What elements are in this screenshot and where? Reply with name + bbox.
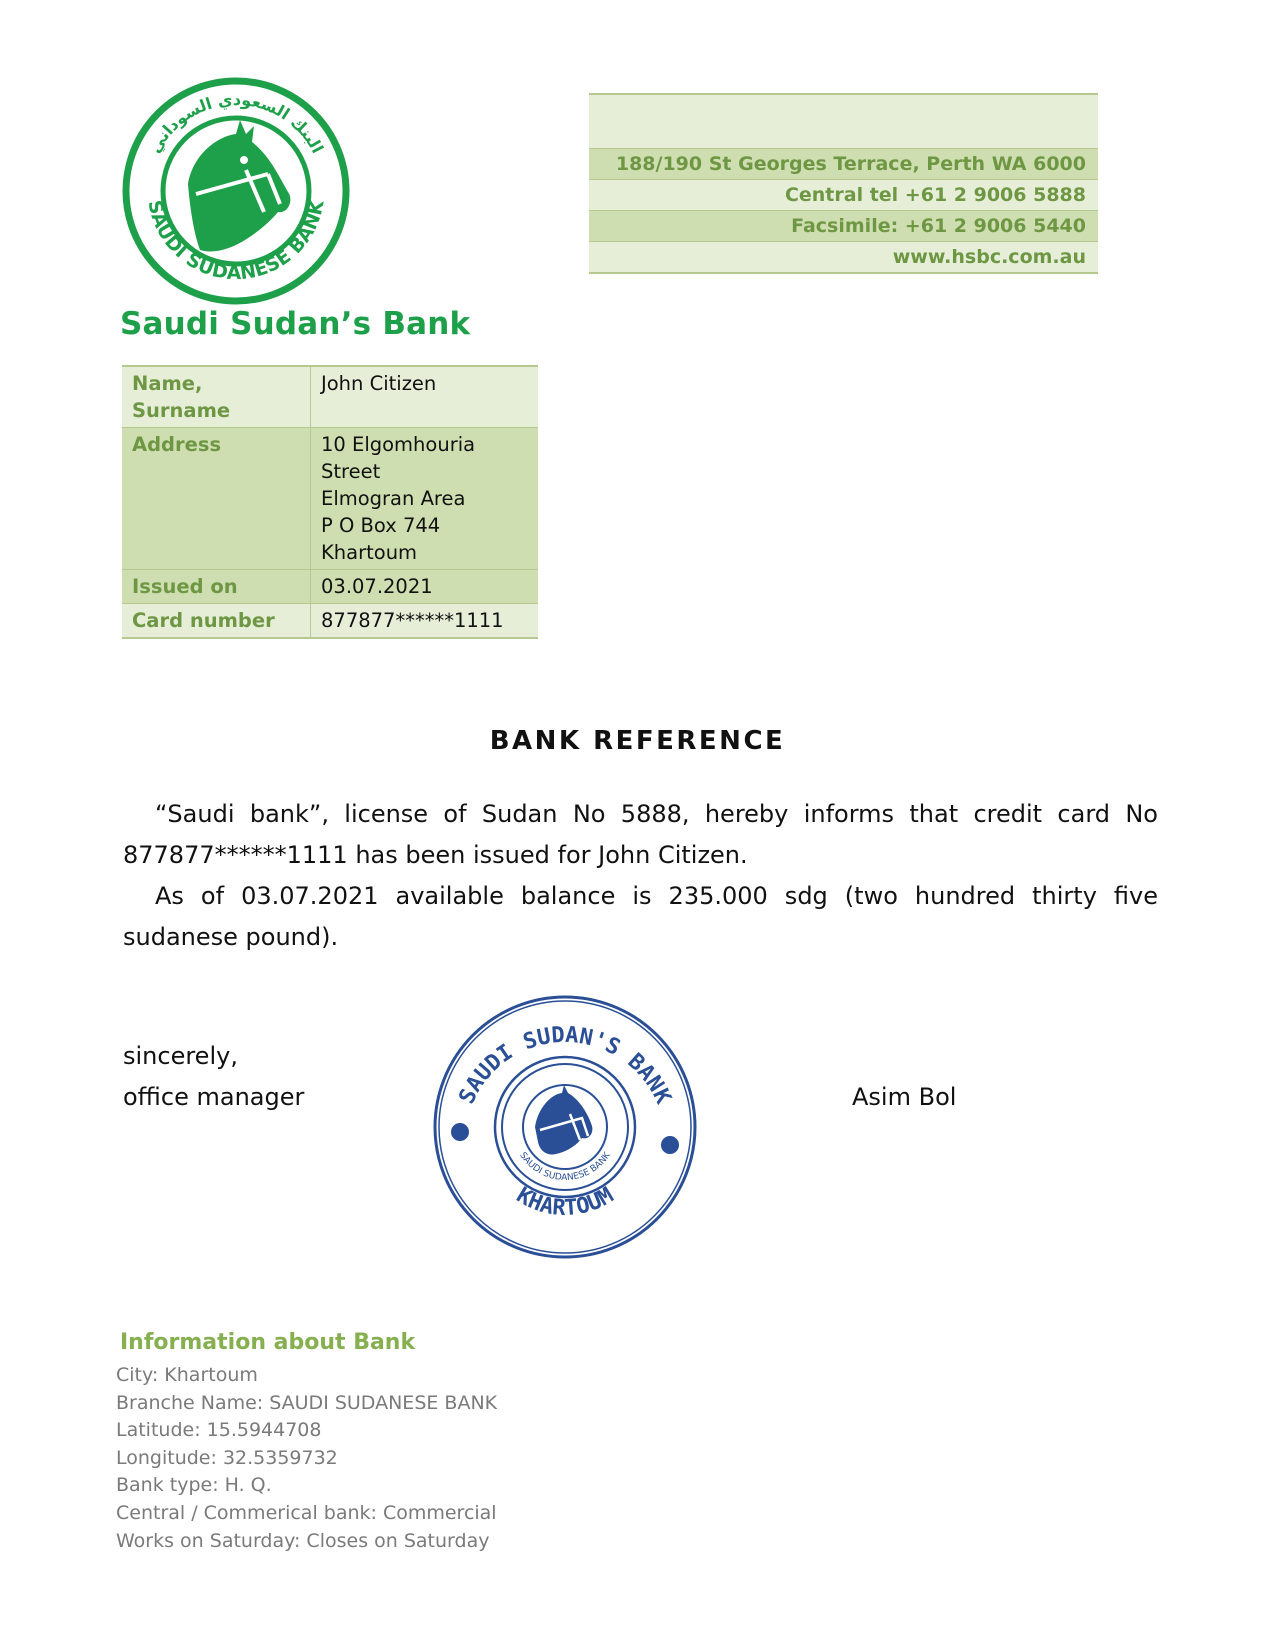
address-line: P O Box 744	[321, 514, 441, 537]
client-info-table	[122, 365, 538, 639]
signer-position: office manager	[123, 1083, 305, 1111]
row-label: Name, Surname	[122, 366, 311, 428]
letter-body	[123, 794, 1158, 958]
bank-info-type: Bank type: H. Q.	[116, 1474, 272, 1497]
svg-text:SAUDI SUDANESE BANK: SAUDI SUDANESE BANK	[143, 198, 329, 285]
table-row	[122, 366, 538, 428]
table-row	[122, 604, 538, 639]
bank-stamp	[430, 992, 700, 1262]
row-label: Card number	[122, 604, 311, 639]
bank-info-branch: Branche Name: SAUDI SUDANESE BANK	[116, 1391, 498, 1414]
bank-logo	[118, 74, 354, 308]
bank-info-category: Central / Commerical bank: Commercial	[116, 1501, 497, 1524]
bank-info-city: City: Khartoum	[116, 1364, 258, 1386]
address-line: 10 Elgomhouria	[321, 433, 476, 456]
address-line: Elmogran Area	[321, 487, 466, 510]
svg-text:SAUDI SUDAN'S BANK: SAUDI SUDAN'S BANK	[454, 1022, 676, 1108]
paragraph: As of 03.07.2021 available balance is 235.000 sdg (two hundred thirty five sudanese pound).	[123, 882, 1158, 951]
bank-info-longitude: Longitude: 32.5359732	[116, 1446, 338, 1469]
paragraph: “Saudi bank”, license of Sudan No 5888, hereby informs that credit card No 877877******1111 has been issued for John Citizen.	[123, 800, 1158, 869]
signer-name: Asim Bol	[852, 1083, 957, 1111]
contact-block	[589, 93, 1098, 274]
address-line: Khartoum	[321, 541, 418, 564]
bank-info-heading: Information about Bank	[120, 1330, 416, 1355]
svg-text:KHARTOUM: KHARTOUM	[512, 1182, 618, 1222]
contact-website[interactable]: www.hsbc.com.au	[589, 241, 1098, 272]
row-label: Address	[122, 428, 311, 570]
row-label: Issued on	[122, 570, 311, 604]
table-row	[122, 570, 538, 604]
svg-text:البنك السعودي السوداني: البنك السعودي السوداني	[144, 89, 328, 157]
document-title: BANK REFERENCE	[489, 726, 786, 756]
contact-empty-row	[589, 95, 1098, 148]
row-value: 03.07.2021	[311, 570, 539, 604]
contact-phone: Central tel +61 2 9006 5888	[589, 179, 1098, 210]
address-line: Street	[321, 460, 381, 483]
bank-info-latitude: Latitude: 15.5944708	[116, 1419, 322, 1442]
bank-info-list	[116, 1362, 497, 1555]
bank-info-saturday: Works on Saturday: Closes on Saturday	[116, 1529, 490, 1552]
contact-fax: Facsimile: +61 2 9006 5440	[589, 210, 1098, 241]
row-value: 877877******1111	[311, 604, 539, 639]
closing: sincerely,	[123, 1042, 238, 1070]
bank-name: Saudi Sudan’s Bank	[120, 306, 471, 342]
row-value-address	[311, 428, 539, 570]
row-value: John Citizen	[311, 366, 539, 428]
horse-head-icon	[188, 120, 290, 251]
contact-address: 188/190 St Georges Terrace, Perth WA 6000	[589, 148, 1098, 179]
svg-text:SAUDI SUDANESE BANK: SAUDI SUDANESE BANK	[517, 1150, 613, 1184]
table-row	[122, 428, 538, 570]
